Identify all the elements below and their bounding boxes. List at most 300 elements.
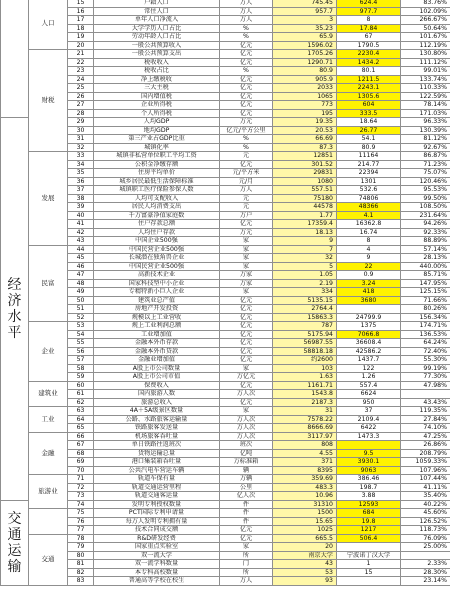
row-number[interactable]: 26 (68, 92, 94, 101)
unit-cell[interactable]: 元 (220, 194, 273, 203)
row-number[interactable]: 52 (68, 313, 94, 322)
ratio-cell[interactable]: 88.89% (401, 237, 450, 246)
indicator-name[interactable]: 保费收入 (94, 381, 220, 390)
ratio-cell[interactable]: 23.14% (401, 577, 450, 586)
indicator-name[interactable]: 建筑业总产值 (94, 296, 220, 305)
indicator-name[interactable]: 常住人口 (94, 7, 220, 16)
ratio-cell[interactable]: 72.40% (401, 347, 450, 356)
ratio-cell[interactable]: 92.33% (401, 228, 450, 237)
row-number[interactable]: 68 (68, 449, 94, 458)
indicator-name[interactable]: 规模以上工业营收 (94, 313, 220, 322)
unit-cell[interactable]: 万人次 (220, 424, 273, 433)
ratio-cell[interactable]: 57.14% (401, 245, 450, 254)
ratio-cell[interactable]: 102.09% (401, 7, 450, 16)
value-cell[interactable]: 2.19 (273, 279, 337, 288)
indicator-name[interactable]: 港口集装箱吞吐量 (94, 458, 220, 467)
unit-cell[interactable]: 亿元 (220, 347, 273, 356)
unit-cell[interactable]: 亿元 (220, 101, 273, 110)
indicator-name[interactable]: 单日铁路往返班次 (94, 441, 220, 450)
indicator-name[interactable]: 人均GDP (94, 118, 220, 127)
value-cell[interactable]: 2187.3 (273, 398, 337, 407)
unit-cell[interactable]: 亿吨 (220, 449, 273, 458)
ratio-cell[interactable] (401, 551, 450, 560)
indicator-name[interactable]: 净上缴税收 (94, 75, 220, 84)
indicator-name[interactable]: 单年人口净流入 (94, 16, 220, 25)
comparison-value-cell[interactable]: 1790.5 (337, 41, 401, 50)
unit-cell[interactable]: 件 (220, 500, 273, 509)
row-number[interactable]: 24 (68, 75, 94, 84)
ratio-cell[interactable]: 133.74% (401, 75, 450, 84)
unit-cell[interactable]: 万元 (220, 228, 273, 237)
ratio-cell[interactable]: 55.30% (401, 356, 450, 365)
unit-cell[interactable]: 亿元 (220, 398, 273, 407)
row-number[interactable]: 70 (68, 466, 94, 475)
row-number[interactable]: 59 (68, 373, 94, 382)
unit-cell[interactable]: 亿元 (220, 330, 273, 339)
value-cell[interactable]: 80.9 (273, 67, 337, 76)
value-cell[interactable]: 665.5 (273, 534, 337, 543)
indicator-name[interactable]: 本专科高校数量 (94, 568, 220, 577)
ratio-cell[interactable]: 231.64% (401, 211, 450, 220)
row-number[interactable]: 34 (68, 160, 94, 169)
comparison-value-cell[interactable]: 624.4 (337, 0, 401, 7)
indicator-name[interactable]: 三大主税 (94, 84, 220, 93)
indicator-name[interactable]: 一般公共预算收入 (94, 41, 220, 50)
row-number[interactable]: 76 (68, 517, 94, 526)
row-number[interactable]: 42 (68, 228, 94, 237)
unit-cell[interactable]: 亿元 (220, 58, 273, 67)
comparison-value-cell[interactable]: 7066.8 (337, 330, 401, 339)
comparison-value-cell[interactable]: 6422 (337, 424, 401, 433)
row-number[interactable]: 79 (68, 543, 94, 552)
row-number[interactable]: 55 (68, 339, 94, 348)
row-number[interactable]: 36 (68, 177, 94, 186)
unit-cell[interactable]: 家 (220, 245, 273, 254)
indicator-name[interactable]: 金融本外币贷款 (94, 347, 220, 356)
row-number[interactable]: 50 (68, 296, 94, 305)
indicator-name[interactable]: 货物运输总量 (94, 449, 220, 458)
comparison-value-cell[interactable]: 1305.6 (337, 92, 401, 101)
value-cell[interactable]: 44578 (273, 203, 337, 212)
row-number[interactable]: 37 (68, 186, 94, 195)
unit-cell[interactable]: 万人 (220, 16, 273, 25)
indicator-name[interactable]: 地均GDP (94, 126, 220, 135)
indicator-name[interactable]: 第三产业占GDP比重 (94, 135, 220, 144)
row-number[interactable]: 25 (68, 84, 94, 93)
ratio-cell[interactable]: 81.12% (401, 135, 450, 144)
row-number[interactable]: 15 (68, 0, 94, 7)
ratio-cell[interactable]: 75.07% (401, 169, 450, 178)
row-number[interactable]: 63 (68, 407, 94, 416)
ratio-cell[interactable]: 94.26% (401, 220, 450, 229)
row-number[interactable]: 39 (68, 203, 94, 212)
row-number[interactable]: 71 (68, 475, 94, 484)
ratio-cell[interactable]: 110.33% (401, 84, 450, 93)
indicator-name[interactable]: 铁路旅客发送量 (94, 424, 220, 433)
ratio-cell[interactable]: 43.43% (401, 398, 450, 407)
value-cell[interactable]: 787 (273, 322, 337, 331)
indicator-name[interactable]: 一般公共预算支出 (94, 50, 220, 59)
value-cell[interactable]: 745.45 (273, 0, 337, 7)
indicator-name[interactable]: 公路、水路旅客运输量 (94, 415, 220, 424)
ratio-cell[interactable]: 78.14% (401, 101, 450, 110)
comparison-value-cell[interactable]: 15 (337, 568, 401, 577)
unit-cell[interactable]: 亿元 (220, 84, 273, 93)
row-number[interactable]: 45 (68, 254, 94, 263)
comparison-value-cell[interactable]: 18.64 (337, 118, 401, 127)
row-number[interactable]: 73 (68, 492, 94, 501)
indicator-name[interactable]: 4A＋5A级景区数量 (94, 407, 220, 416)
value-cell[interactable]: 1500 (273, 509, 337, 518)
comparison-value-cell[interactable]: 80.1 (337, 67, 401, 76)
row-number[interactable]: 83 (68, 577, 94, 586)
unit-cell[interactable]: 万人 (220, 0, 273, 7)
indicator-name[interactable]: 居民人均消费支出 (94, 203, 220, 212)
unit-cell[interactable]: % (220, 67, 273, 76)
indicator-name[interactable]: 中国企业500强 (94, 237, 220, 246)
row-number[interactable]: 56 (68, 347, 94, 356)
value-cell[interactable]: 1080 (273, 177, 337, 186)
value-cell[interactable]: 18.13 (273, 228, 337, 237)
ratio-cell[interactable]: 74.10% (401, 424, 450, 433)
row-number[interactable]: 57 (68, 356, 94, 365)
ratio-cell[interactable]: 111.12% (401, 58, 450, 67)
indicator-name[interactable]: A股上市公司数量 (94, 364, 220, 373)
row-number[interactable]: 43 (68, 237, 94, 246)
ratio-cell[interactable]: 440.00% (401, 262, 450, 271)
row-number[interactable]: 29 (68, 118, 94, 127)
comparison-value-cell[interactable]: 2230.4 (337, 50, 401, 59)
comparison-value-cell[interactable]: 0.9 (337, 271, 401, 280)
indicator-name[interactable]: 技术合同成交额 (94, 526, 220, 535)
value-cell[interactable]: 359.69 (273, 475, 337, 484)
indicator-name[interactable]: R&D研发经费 (94, 534, 220, 543)
value-cell[interactable]: 87.3 (273, 143, 337, 152)
value-cell[interactable]: 1161.71 (273, 381, 337, 390)
value-cell[interactable]: 4.55 (273, 449, 337, 458)
unit-cell[interactable]: 班次 (220, 441, 273, 450)
value-cell[interactable]: 75180 (273, 194, 337, 203)
unit-cell[interactable]: 元 (220, 152, 273, 161)
ratio-cell[interactable]: 120.46% (401, 177, 450, 186)
indicator-name[interactable]: 户籍人口 (94, 0, 220, 7)
comparison-value-cell[interactable]: 54.1 (337, 135, 401, 144)
comparison-value-cell[interactable] (337, 577, 401, 586)
indicator-name[interactable]: 个人所得税 (94, 109, 220, 118)
ratio-cell[interactable]: 35.40% (401, 492, 450, 501)
comparison-value-cell[interactable]: 22 (337, 262, 401, 271)
unit-cell[interactable]: 亿元 (220, 339, 273, 348)
ratio-cell[interactable]: 47.25% (401, 432, 450, 441)
row-number[interactable]: 41 (68, 220, 94, 229)
row-number[interactable]: 27 (68, 101, 94, 110)
ratio-cell[interactable]: 107.96% (401, 466, 450, 475)
ratio-cell[interactable]: 122.59% (401, 92, 450, 101)
indicator-name[interactable]: 专精特新小巨人企业 (94, 288, 220, 297)
unit-cell[interactable]: 家 (220, 364, 273, 373)
unit-cell[interactable]: 件 (220, 517, 273, 526)
row-number[interactable]: 49 (68, 288, 94, 297)
comparison-value-cell[interactable] (337, 441, 401, 450)
value-cell[interactable]: 53 (273, 568, 337, 577)
unit-cell[interactable]: 万人次 (220, 390, 273, 399)
indicator-name[interactable]: 公共汽电车营运车辆 (94, 466, 220, 475)
ratio-cell[interactable]: 64.24% (401, 339, 450, 348)
row-number[interactable]: 64 (68, 415, 94, 424)
comparison-value-cell[interactable]: 4.1 (337, 211, 401, 220)
row-number[interactable]: 19 (68, 33, 94, 42)
comparison-value-cell[interactable]: 11164 (337, 152, 401, 161)
indicator-name[interactable]: 国家重点实验室 (94, 543, 220, 552)
comparison-value-cell[interactable]: 36608.4 (337, 339, 401, 348)
unit-cell[interactable]: 亿元 (220, 322, 273, 331)
value-cell[interactable]: 5 (273, 262, 337, 271)
row-number[interactable]: 61 (68, 390, 94, 399)
comparison-value-cell[interactable]: 17.84 (337, 24, 401, 33)
comparison-value-cell[interactable]: 1375 (337, 322, 401, 331)
indicator-name[interactable]: 中国民营企业500强 (94, 245, 220, 254)
indicator-name[interactable]: 高新技术企业 (94, 271, 220, 280)
value-cell[interactable]: 56987.55 (273, 339, 337, 348)
ratio-cell[interactable]: 25.00% (401, 543, 450, 552)
value-cell[interactable]: 20.53 (273, 126, 337, 135)
ratio-cell[interactable] (401, 390, 450, 399)
indicator-name[interactable]: 城镇职工医疗保险参保人数 (94, 186, 220, 195)
row-number[interactable]: 21 (68, 50, 94, 59)
value-cell[interactable]: 957.7 (273, 7, 337, 16)
comparison-value-cell[interactable]: 977.7 (337, 7, 401, 16)
unit-cell[interactable]: 元 (220, 203, 273, 212)
value-cell[interactable]: 17359.4 (273, 220, 337, 229)
ratio-cell[interactable]: 92.67% (401, 143, 450, 152)
comparison-value-cell[interactable]: 1 (337, 560, 401, 569)
value-cell[interactable]: 29831 (273, 169, 337, 178)
indicator-name[interactable]: 税收收入 (94, 58, 220, 67)
unit-cell[interactable]: 亿元 (220, 296, 273, 305)
comparison-value-cell[interactable]: 3.88 (337, 492, 401, 501)
ratio-cell[interactable]: 95.53% (401, 186, 450, 195)
indicator-name[interactable]: 城乡居民最低生活保障标准 (94, 177, 220, 186)
indicator-name[interactable]: 轨道车保有量 (94, 475, 220, 484)
ratio-cell[interactable]: 1059.33% (401, 458, 450, 467)
ratio-cell[interactable]: 101.67% (401, 33, 450, 42)
value-cell[interactable]: 93 (273, 577, 337, 586)
comparison-value-cell[interactable]: 12593 (337, 500, 401, 509)
row-number[interactable]: 40 (68, 211, 94, 220)
indicator-name[interactable]: 劳动年龄人口占比 (94, 33, 220, 42)
row-number[interactable]: 32 (68, 143, 94, 152)
comparison-value-cell[interactable]: 386.46 (337, 475, 401, 484)
row-number[interactable]: 72 (68, 483, 94, 492)
value-cell[interactable]: 8666.69 (273, 424, 337, 433)
row-number[interactable]: 17 (68, 16, 94, 25)
ratio-cell[interactable]: 28.13% (401, 254, 450, 263)
row-number[interactable]: 28 (68, 109, 94, 118)
row-number[interactable]: 60 (68, 381, 94, 390)
unit-cell[interactable]: 万元 (220, 118, 273, 127)
indicator-name[interactable]: PCT国际专利申请量 (94, 509, 220, 518)
unit-cell[interactable]: 亿人次 (220, 492, 273, 501)
row-number[interactable]: 75 (68, 509, 94, 518)
comparison-value-cell[interactable]: 4 (337, 245, 401, 254)
row-number[interactable]: 82 (68, 568, 94, 577)
comparison-value-cell[interactable]: 3930.1 (337, 458, 401, 467)
unit-cell[interactable]: 家 (220, 262, 273, 271)
comparison-value-cell[interactable]: 26.77 (337, 126, 401, 135)
value-cell[interactable]: 1705.26 (273, 50, 337, 59)
comparison-value-cell[interactable]: 2243.1 (337, 84, 401, 93)
unit-cell[interactable]: 万人次 (220, 432, 273, 441)
indicator-name[interactable]: 城镇化率 (94, 143, 220, 152)
ratio-cell[interactable]: 208.79% (401, 449, 450, 458)
row-number[interactable]: 31 (68, 135, 94, 144)
comparison-value-cell[interactable]: 1217 (337, 526, 401, 535)
ratio-cell[interactable]: 174.71% (401, 322, 450, 331)
comparison-value-cell[interactable]: 506.4 (337, 534, 401, 543)
indicator-name[interactable]: 长城潜在独角兽企业 (94, 254, 220, 263)
indicator-name[interactable]: 普通高等学校在校生 (94, 577, 220, 586)
indicator-name[interactable]: 旅游总收入 (94, 398, 220, 407)
value-cell[interactable]: 1065 (273, 92, 337, 101)
ratio-cell[interactable]: 27.84% (401, 415, 450, 424)
row-number[interactable]: 81 (68, 560, 94, 569)
unit-cell[interactable]: 元/平方米 (220, 169, 273, 178)
unit-cell[interactable]: 亿元 (220, 50, 273, 59)
value-cell[interactable]: 301.52 (273, 160, 337, 169)
ratio-cell[interactable]: 118.73% (401, 526, 450, 535)
unit-cell[interactable]: 家 (220, 237, 273, 246)
comparison-value-cell[interactable]: 1.26 (337, 373, 401, 382)
comparison-value-cell[interactable]: 37 (337, 407, 401, 416)
value-cell[interactable]: 31310 (273, 500, 337, 509)
value-cell[interactable]: 7 (273, 245, 337, 254)
ratio-cell[interactable]: 71.66% (401, 296, 450, 305)
ratio-cell[interactable]: 80.26% (401, 305, 450, 314)
ratio-cell[interactable]: 107.44% (401, 475, 450, 484)
unit-cell[interactable]: 亿元 (220, 109, 273, 118)
comparison-value-cell[interactable]: 宁波诺丁汉大学 (337, 551, 401, 560)
unit-cell[interactable]: 件 (220, 509, 273, 518)
row-number[interactable]: 80 (68, 551, 94, 560)
ratio-cell[interactable]: 130.39% (401, 126, 450, 135)
comparison-value-cell[interactable]: 122 (337, 364, 401, 373)
ratio-cell[interactable]: 85.71% (401, 271, 450, 280)
comparison-value-cell[interactable]: 950 (337, 398, 401, 407)
comparison-value-cell[interactable]: 1301 (337, 177, 401, 186)
unit-cell[interactable]: 亿元 (220, 526, 273, 535)
row-number[interactable]: 38 (68, 194, 94, 203)
unit-cell[interactable]: % (220, 143, 273, 152)
comparison-value-cell[interactable] (337, 305, 401, 314)
comparison-value-cell[interactable]: 24799.9 (337, 313, 401, 322)
unit-cell[interactable]: 亿元 (220, 313, 273, 322)
indicator-name[interactable]: 工业增加值 (94, 330, 220, 339)
value-cell[interactable]: 9 (273, 237, 337, 246)
comparison-value-cell[interactable]: 3680 (337, 296, 401, 305)
indicator-name[interactable]: 住户存款总额 (94, 220, 220, 229)
value-cell[interactable]: 195 (273, 109, 337, 118)
row-number[interactable]: 62 (68, 398, 94, 407)
ratio-cell[interactable]: 108.50% (401, 203, 450, 212)
row-number[interactable]: 78 (68, 534, 94, 543)
indicator-name[interactable]: 规上工业利润总额 (94, 322, 220, 331)
comparison-value-cell[interactable]: 3.24 (337, 279, 401, 288)
comparison-value-cell[interactable]: 684 (337, 509, 401, 518)
row-number[interactable]: 67 (68, 441, 94, 450)
comparison-value-cell[interactable]: 48366 (337, 203, 401, 212)
indicator-name[interactable]: 金融本外币存款 (94, 339, 220, 348)
ratio-cell[interactable]: 112.19% (401, 41, 450, 50)
unit-cell[interactable]: 亿元 (220, 220, 273, 229)
ratio-cell[interactable]: 47.98% (401, 381, 450, 390)
indicator-name[interactable]: A股上市公司市值 (94, 373, 220, 382)
value-cell[interactable]: 31 (273, 407, 337, 416)
comparison-value-cell[interactable]: 333.5 (337, 109, 401, 118)
unit-cell[interactable]: 万人次 (220, 415, 273, 424)
row-number[interactable]: 69 (68, 458, 94, 467)
unit-cell[interactable]: 万人 (220, 7, 273, 16)
comparison-value-cell[interactable]: 16.74 (337, 228, 401, 237)
row-number[interactable]: 48 (68, 279, 94, 288)
ratio-cell[interactable]: 76.09% (401, 534, 450, 543)
ratio-cell[interactable]: 50.64% (401, 24, 450, 33)
ratio-cell[interactable]: 119.35% (401, 407, 450, 416)
comparison-value-cell[interactable]: 1434.2 (337, 58, 401, 67)
value-cell[interactable]: 8395 (273, 466, 337, 475)
row-number[interactable]: 77 (68, 526, 94, 535)
row-number[interactable]: 44 (68, 245, 94, 254)
row-number[interactable]: 65 (68, 424, 94, 433)
ratio-cell[interactable]: 99.19% (401, 364, 450, 373)
unit-cell[interactable]: 亿元 (220, 92, 273, 101)
unit-cell[interactable]: % (220, 135, 273, 144)
comparison-value-cell[interactable]: 1473.3 (337, 432, 401, 441)
value-cell[interactable]: 103 (273, 364, 337, 373)
row-number[interactable]: 23 (68, 67, 94, 76)
value-cell[interactable]: 15.65 (273, 517, 337, 526)
value-cell[interactable]: 5135.15 (273, 296, 337, 305)
row-number[interactable]: 35 (68, 169, 94, 178)
row-number[interactable]: 54 (68, 330, 94, 339)
unit-cell[interactable]: 家 (220, 254, 273, 263)
indicator-name[interactable]: 发明专利授权数量 (94, 500, 220, 509)
ratio-cell[interactable]: 156.34% (401, 313, 450, 322)
comparison-value-cell[interactable]: 214.77 (337, 160, 401, 169)
row-number[interactable]: 47 (68, 271, 94, 280)
unit-cell[interactable]: 所 (220, 568, 273, 577)
comparison-value-cell[interactable]: 16362.8 (337, 220, 401, 229)
value-cell[interactable]: 3117.97 (273, 432, 337, 441)
comparison-value-cell[interactable]: 1211.5 (337, 75, 401, 84)
unit-cell[interactable]: 家 (220, 543, 273, 552)
row-number[interactable]: 46 (68, 262, 94, 271)
indicator-name[interactable]: 大学学历人口占比 (94, 24, 220, 33)
indicator-name[interactable]: 公积金净缴存额 (94, 160, 220, 169)
ratio-cell[interactable]: 86.87% (401, 152, 450, 161)
comparison-value-cell[interactable]: 42586.2 (337, 347, 401, 356)
unit-cell[interactable]: 辆 (220, 466, 273, 475)
indicator-name[interactable]: 国家科技型中小企业 (94, 279, 220, 288)
indicator-name[interactable]: 双一流大学 (94, 551, 220, 560)
value-cell[interactable]: 808 (273, 441, 337, 450)
ratio-cell[interactable]: 77.30% (401, 373, 450, 382)
value-cell[interactable]: 10.96 (273, 492, 337, 501)
unit-cell[interactable]: 门 (220, 560, 273, 569)
value-cell[interactable]: 20 (273, 543, 337, 552)
indicator-name[interactable]: 双一流学科数量 (94, 560, 220, 569)
value-cell[interactable]: 1.77 (273, 211, 337, 220)
unit-cell[interactable]: 亿元 (220, 356, 273, 365)
